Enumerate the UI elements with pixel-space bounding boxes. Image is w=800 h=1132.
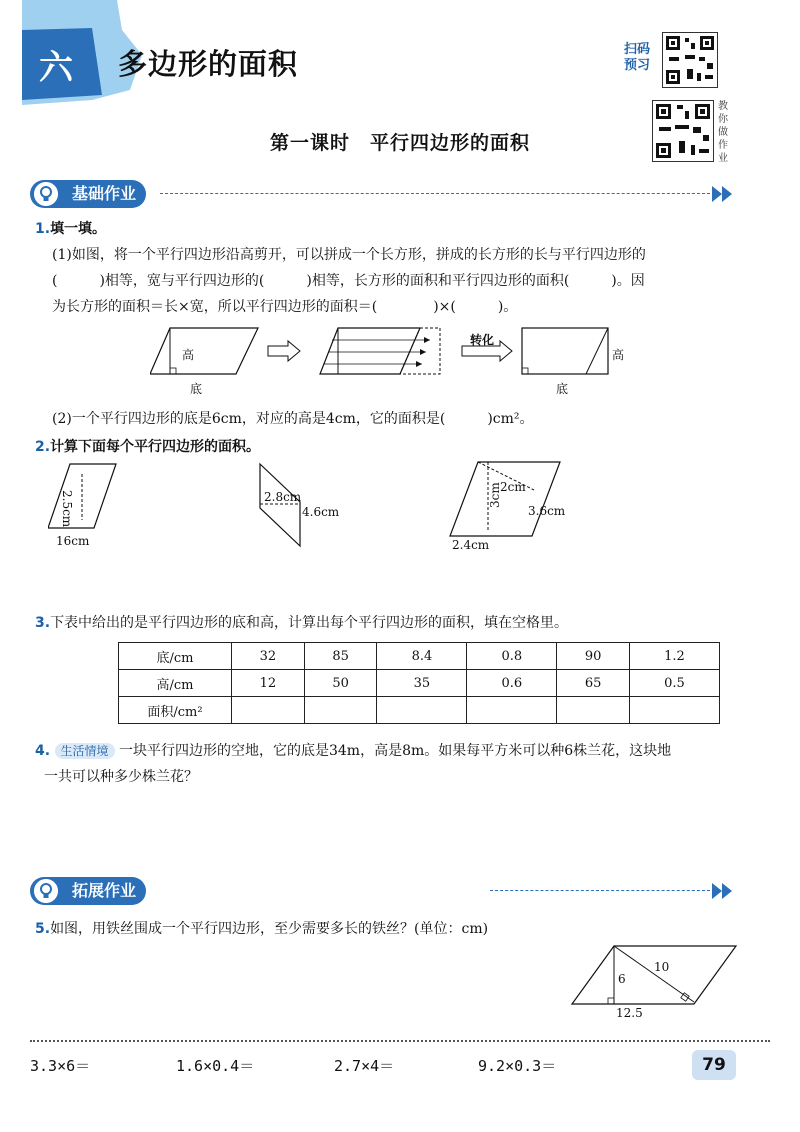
chapter-number: 六 (39, 48, 73, 88)
area-answer-cell[interactable] (557, 697, 630, 724)
qr-preview-label: 扫码预习 (624, 42, 651, 73)
q1-fig-rect-base-label: 底 (556, 382, 569, 396)
q1-fig-base-label: 底 (190, 382, 203, 396)
q3-number: 3. (35, 615, 51, 631)
q1-part1-line1: (1)如图，将一个平行四边形沿高剪开，可以拼成一个长方形，拼成的长方形的长与平行四边形的 (52, 247, 646, 263)
q3-text: 下表中给出的是平行四边形的底和高，计算出每个平行四边形的面积，填在空格里。 (50, 615, 569, 631)
lightbulb-icon (34, 879, 58, 903)
q1-part1-line2: ( )相等，宽与平行四边形的( )相等，长方形的面积和平行四边形的面积( )。因 (52, 273, 645, 289)
q5-fig-side: 10 (654, 960, 670, 974)
row-label-area: 面积/cm² (119, 697, 232, 724)
height-cell: 65 (557, 670, 630, 697)
base-cell: 0.8 (467, 643, 557, 670)
q2-number: 2. (35, 439, 51, 455)
mental-calc-2: 1.6×0.4＝ (176, 1057, 255, 1075)
q1-title-text: 填一填。 (50, 221, 107, 237)
q1-part1-line3: 为长方形的面积＝长×宽，所以平行四边形的面积＝( )×( )。 (52, 299, 518, 315)
q1-number: 1. (35, 221, 51, 237)
section-extension-label: 拓展作业 (72, 881, 137, 900)
base-cell: 8.4 (377, 643, 467, 670)
table-row (119, 697, 720, 724)
footer-divider (30, 1040, 770, 1042)
q1-part2: (2)一个平行四边形的底是6cm，对应的高是4cm，它的面积是( )cm²。 (52, 411, 534, 427)
q1-rectangle (522, 328, 608, 374)
height-cell: 50 (304, 670, 377, 697)
q4-text-1: 一块平行四边形的空地，它的底是34m，高是8m。如果每平方米可以种6株兰花，这块地 (118, 743, 672, 759)
section-basic-label: 基础作业 (72, 184, 137, 203)
q2-fig3-top: 2cm (500, 480, 526, 494)
q3-prompt (35, 612, 775, 634)
section-divider (160, 193, 710, 194)
area-answer-cell[interactable] (304, 697, 377, 724)
section-divider (490, 890, 710, 891)
area-answer-cell[interactable] (377, 697, 467, 724)
base-cell: 1.2 (630, 643, 720, 670)
q2-fig1-height: 2.5cm (60, 490, 74, 528)
q2-fig3-side: 3.6cm (528, 504, 566, 518)
q1-fig-transform-label: 转化 (470, 333, 495, 347)
table-row (119, 670, 720, 697)
chapter-title: 多边形的面积 (118, 47, 299, 81)
q2-fig2-side: 4.6cm (302, 505, 340, 519)
table-row (119, 643, 720, 670)
page-number: 79 (692, 1050, 736, 1080)
qr-preview-icon (663, 33, 717, 87)
q4-line1 (35, 740, 775, 762)
q5-figure (570, 944, 740, 1008)
q5-fig-height: 6 (618, 972, 626, 986)
q1-fig-rect-height-label: 高 (612, 348, 625, 362)
q2-title-text: 计算下面每个平行四边形的面积。 (50, 439, 261, 455)
q5-fig-base: 12.5 (616, 1006, 643, 1020)
life-context-tag: 生活情境 (55, 743, 115, 759)
mental-calc-4: 9.2×0.3＝ (478, 1057, 557, 1075)
mental-calc-3: 2.7×4＝ (334, 1057, 395, 1075)
height-cell: 35 (377, 670, 467, 697)
q2-title (35, 436, 260, 458)
base-cell: 90 (557, 643, 630, 670)
q4-line2: 一共可以种多少株兰花？ (44, 769, 198, 785)
q2-figure-3 (448, 460, 568, 540)
q5-text: 如图，用铁丝围成一个平行四边形，至少需要多长的铁丝？(单位：cm) (50, 921, 489, 937)
area-answer-cell[interactable] (232, 697, 305, 724)
q2-fig1-base: 16cm (56, 534, 90, 548)
q4-number: 4. (35, 743, 51, 759)
q1-title (35, 218, 106, 240)
q1-fig-height-label: 高 (182, 348, 195, 362)
base-cell: 85 (304, 643, 377, 670)
height-cell: 12 (232, 670, 305, 697)
arrow-right-icon (712, 883, 734, 899)
arrow-right-icon (712, 186, 734, 202)
q5-number: 5. (35, 921, 51, 937)
q2-fig3-height: 3cm (488, 482, 502, 508)
q3-table (118, 642, 720, 724)
qr-code-preview[interactable] (662, 32, 718, 88)
area-answer-cell[interactable] (467, 697, 557, 724)
height-cell: 0.5 (630, 670, 720, 697)
mental-calc-1: 3.3×6＝ (30, 1057, 91, 1075)
lightbulb-icon (34, 182, 58, 206)
row-label-height: 高/cm (119, 670, 232, 697)
q2-fig2-height: 2.8cm (264, 490, 302, 504)
qr-tutorial-label: 教你做作业 (718, 101, 728, 164)
area-answer-cell[interactable] (630, 697, 720, 724)
q2-fig3-base: 2.4cm (452, 538, 490, 552)
row-label-base: 底/cm (119, 643, 232, 670)
height-cell: 0.6 (467, 670, 557, 697)
lesson-title: 第一课时 平行四边形的面积 (269, 132, 530, 154)
q1-parallelogram (150, 328, 258, 374)
base-cell: 32 (232, 643, 305, 670)
q2-figure-2 (258, 462, 308, 548)
q5-prompt (35, 918, 775, 940)
